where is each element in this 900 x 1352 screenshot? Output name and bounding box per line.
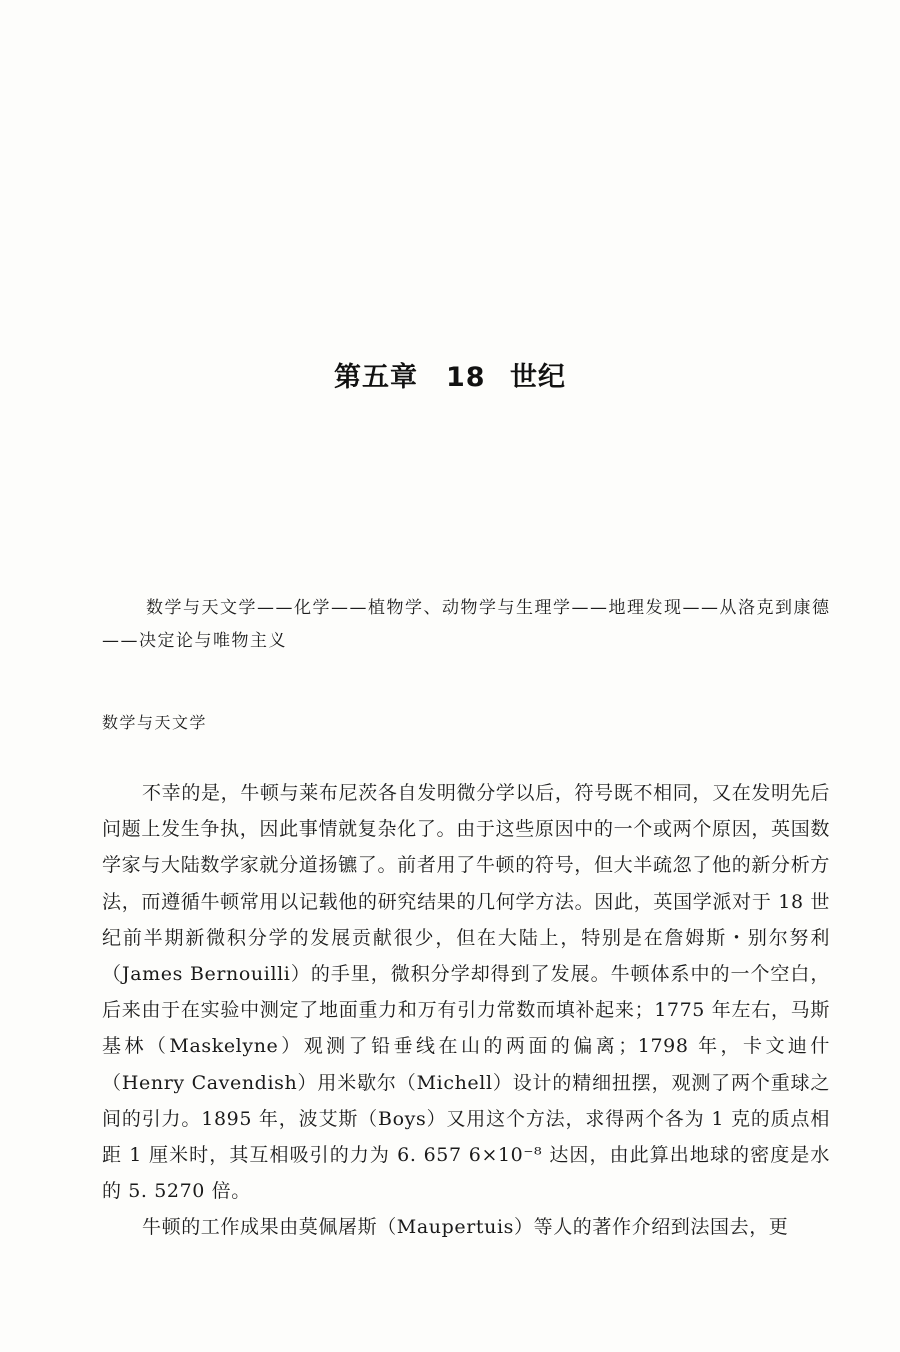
chapter-summary: 数学与天文学——化学——植物学、动物学与生理学——地理发现——从洛克到康德——决定论与唯物主义 (102, 598, 831, 651)
body-text (102, 775, 830, 1246)
paragraph-2: 牛顿的工作成果由莫佩屠斯（Maupertuis）等人的著作介绍到法国去，更 (142, 1216, 789, 1239)
chapter-title: 第五章 18 世纪 (334, 362, 566, 393)
section-heading: 数学与天文学 (102, 713, 208, 732)
paragraph-1: 不幸的是，牛顿与莱布尼茨各自发明微分学以后，符号既不相同，又在发明先后问题上发生争执，因此事情就复杂化了。由于这些原因中的一个或两个原因，英国数学家与大陆数学家就分道扬镳了。前者用了牛顿的符号，但大半疏忽了他的新分析方法，而遵循牛顿常用以记载他的研究结果的几何学方法。因此，英国学派对于 18 世纪前半期新微积分学的发展贡献很少，但在大陆上，特别是在詹姆斯・别尔努利（James Bernouilli）的手里，微积分学却得到了发展。牛顿体系中的一个空白，后来由于在实验中测定了地面重力和万有引力常数而填补起来；1775 年左右，马斯基林（Maskelyne）观测了铅垂线在山的两面的偏离；1798 年，卡文迪什（Henry Cavendish）用米歇尔（Michell）设计的精细扭摆，观测了两个重球之间的引力。1895 年，波艾斯（Boys）又用这个方法，求得两个各为 1 克的质点相距 1 厘米时，其互相吸引的力为 6. 657 6×10⁻⁸ 达因，由此算出地球的密度是水的 5. 5270 倍。 (102, 782, 830, 1203)
